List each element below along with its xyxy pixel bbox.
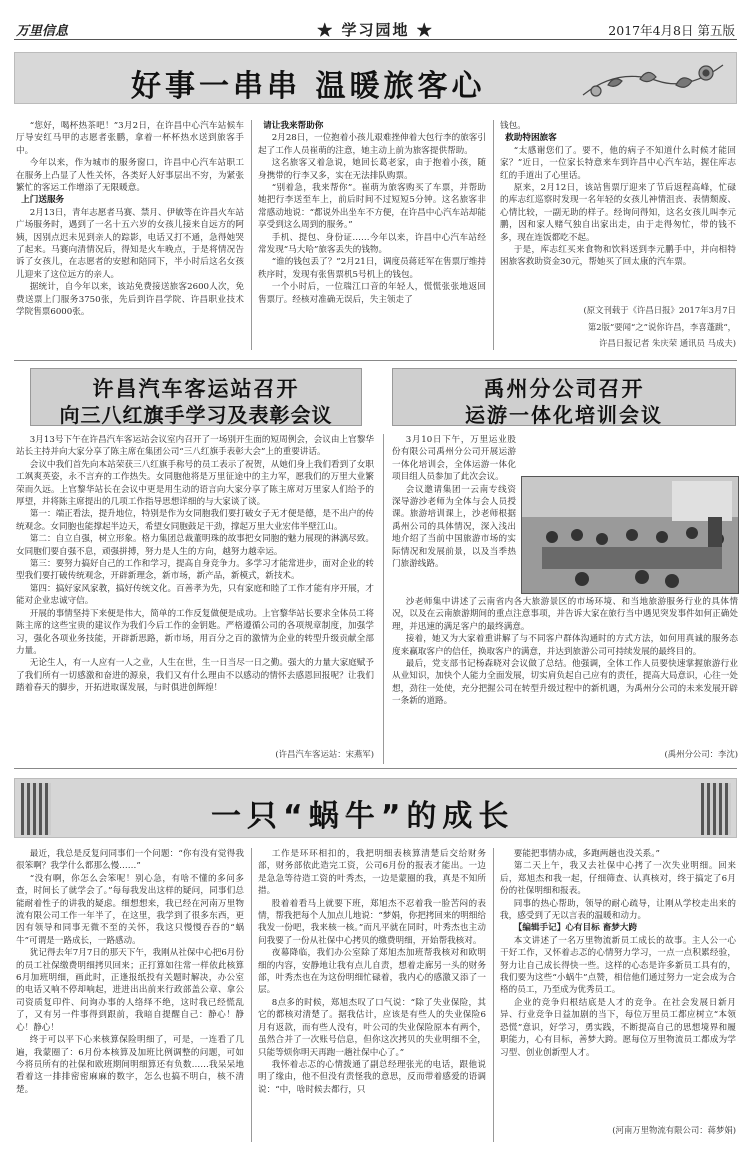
section-divider <box>14 768 737 769</box>
paragraph: 一个小时后，一位瑞江口音的年轻人，慌慌张张地返回售票厅。经核对准确无误后，失主领走了 <box>258 282 486 305</box>
section-divider <box>14 360 737 361</box>
paragraph: 本文讲述了一名万里物流新员工成长的故事。主人公一心干好工作，又怀着忐忑的心情努力学习，一点一点积累经验，努力让自己成长得快一些。这样的心态是许多新员工具有的，我们要为这些“小蜗牛”点赞，相信他们通过努力一定会成为合格的员工，乃至成为优秀员工。 <box>500 935 736 996</box>
article3-credit: (禹州分公司：李沈) <box>664 749 738 759</box>
editor-note-heading: 【编辑手记】心有目标 畜梦大跨 <box>513 923 638 934</box>
paragraph: 沙老师集中讲述了云南省内各大旅游景区的市场环境、和当地旅游服务行业的具体情况，以及在云南旅游期间的重点注意事项，并告诉大家在旅行当中遇见突发事件如何正确处理，并迅速的满足客户的最终满意。 <box>392 597 738 632</box>
paragraph: 第二：自立自强，树立形象。格力集团总裁董明珠的故事把女同胞的魅力展现的淋漓尽致。女同胞们要自强不息，顽强拼搏，努力是人生的方向，越努力越幸运。 <box>16 534 374 557</box>
paragraph: 同事的热心帮助，领导的耐心疏导，让刚从学校走出来的我，感受到了无以言表的温暖和动力。 <box>500 898 736 922</box>
credit-line: 第2版”要闻“之”说你许昌，李喜蓬跳“， <box>587 321 736 332</box>
paragraph: 这名旅客又着急说，她回长葛老家，由于抱着小孩，随身携带的行李又多，实在无法排队购票。 <box>258 158 486 181</box>
paragraph: 8点多的时候，郑旭杰叹了口气说：“除了失业保险，其它的都核对清楚了。据我估计，应该是有些人的失业保险6月有返款，而有些人没有，叶公司的失业保险原本有两个，虽然合并了一次账号信息，但你这次拷贝的失业明细不全，只能等烦你明天再跑一趟社保中心了。” <box>258 997 486 1058</box>
subheading: 请让我来帮助你 <box>263 121 324 131</box>
paragraph: 2月13日，青年志愿者马赛、禁月、伊敏等在许昌火车站广场服务时，遇到了一名十五六岁的女孩儿接来自远方的阿姨，因别点迟未见到亲人的踪影，电话又打不通，急得她哭了起来。马赛向清情况后，得知是火车晚点，于是将情况告诉了女孩儿，在志愿者的安慰和陪同下，半小时后这名女孩儿迎来了这位远方的亲人。 <box>16 207 244 280</box>
article1-col3 <box>500 120 736 304</box>
paragraph: 犹记得去年7月7日的那天下午，我刚从社保中心把6月份的员工社保缴费明细拷贝回来；正打算如往常一样依此核算6月加班明细，画此时，正逢报纸投有关题时解决，办公室的电话又响不停却响起，进进出出前来行政部盖公章、拿公司资质复印件、问询办事的人络绎不绝，这时我已经慌乱了，又有另一件事得到跟前，我暗自提醒自己：静心！静心！静心！ <box>16 948 244 1033</box>
article2-credit: (许昌汽车客运站：宋燕军) <box>275 749 374 759</box>
paragraph: “别着急，我来帮你”。崔萌为旅客购买了车票，并帮助她把行李送至车上，前后时间不过短短5分钟。这名旅客非常感动地说：“都说外出坐车不方便，在许昌中心汽车站却能享受到这么周到的服务。” <box>258 183 486 231</box>
paragraph: 今年以来，作为城市的服务窗口，许昌中心汽车站职工在服务上凸显了人性关怀，各类好人好事层出不穷，为紧张繁忙的客运工作增添了无限暖意。 <box>16 158 244 194</box>
article2-title-box <box>30 368 362 426</box>
article2-title-line2: 向三八红旗手学习及表彰会议 <box>59 403 333 426</box>
column-divider <box>383 434 384 764</box>
training-meeting-photo <box>521 476 739 594</box>
paragraph: “没有啊，你怎么会笨呢！别心急，有啥不懂的多问多查，时间长了就学会了。”每每我发出这样的疑问，同事们总能耐着性子的讲我的疑虑。细想想来，我已经在河南万里物流有限公司工作一年半了，在这里，我学到了很多东西，更因有领导和同事无微不至的关怀，我这只慢慢吞吞的“蜗牛”可谓是一路成长，一路感动。 <box>16 873 244 946</box>
article2-body <box>16 434 374 746</box>
paragraph: 要能把事情办成，多跑两趟也没关系。” <box>513 849 660 859</box>
paragraph: 第一：端正看法，提升地位，特别是作为女同胞我们要打破女子无才便是德，是不出户的传统观念。女同胞也能撑起半边天，希望女同胞鼓足干劲，撑起万里大业宏伟半壁江山。 <box>16 509 374 532</box>
paragraph: 3月10日下午，万里运业股份有限公司禹州分公司开展运游一体化培训会，全体运游一体化项目组人员参加了此次会议。 <box>392 435 516 483</box>
article3-body <box>392 596 738 746</box>
paragraph: 接着，她又为大家着重讲解了与不同客户群体沟通时的方式方法，如何用真诚的服务态度来赢取客户的信任，换取客户的满意，并达到旅游公司可持续发展的最终目的。 <box>392 634 738 657</box>
stripe-ornament <box>701 783 731 835</box>
meeting-scene-icon <box>522 477 739 594</box>
article1-banner <box>14 52 737 104</box>
article4-title: 一只“蜗牛”的成长 <box>211 799 515 834</box>
issue-date: 2017年4月8日 第五版 <box>608 23 735 38</box>
paragraph: 3月13号下午在许昌汽车客运站会议室内召开了一场别开生面的短周例会，会议由上官黎华站长主持并向大家分享了陈主席在集团公司“三八红旗手表彰大会”上的重要讲话。 <box>16 435 374 458</box>
article1-title: 好事一串串 温暖旅客心 <box>131 69 486 104</box>
paragraph: “谁的钱包丢了？”2月21日，调度员蒋廷军在售票厅维持秩序时，发现有张售票机5号机上的钱包。 <box>258 257 486 280</box>
paragraph: 无论生人，有一人应有一人之业，人生在世，生一日当尽一日之勤。强大的力量大家庭赋予了我们所有一切感激和奋进的源泉，我们又有什么理由不以感动的情怀去感恩回报呢？让我们踏着春天的脚步，开拓进取谋发展，与时俱进创辉煌！ <box>16 658 374 694</box>
paragraph: 2月28日，一位抱着小孩儿艰难挫伸着大包行李的旅客引起了工作人员崔萌的注意，她主动上前为旅客提供帮助。 <box>258 133 486 156</box>
paragraph: 我怀着忐忑的心情拨通了副总经理张光的电话，跟他说明了缘由，他不但没有责怪我的意思，反而带着感爱的语调说：“中，啥时候去都行，只 <box>258 1059 486 1095</box>
paragraph: “您好，喝杯热茶吧！”3月2日，在许昌中心汽车站候车厅导安红马甲的志愿者张鹏，拿着一杯杯热水送到旅客手中。 <box>16 121 244 156</box>
article2-title-line1: 许昌汽车客运站召开 <box>92 377 300 401</box>
article3-title-line2: 运游一体化培训会议 <box>465 403 663 426</box>
article3-wrap-text <box>392 434 516 598</box>
paragraph: 最近，我总是反复问同事们一个问题：“你有没有觉得我很笨啊？我学什么都那么慢……” <box>16 849 244 872</box>
paragraph: 第四：搞好家风家教，搞好传统文化。百善孝为先，只有家庭和睦了工作才能有序开展，才能对企业忠诚守信。 <box>16 583 374 607</box>
paragraph: 股着着看马上就要下班，郑旭杰不忍着我一脸苦闷的表情，帮我把每个人加点儿地说：“梦娟，你把拷回来的明细给我发一份吧，我来核一核。”而凡平就在同时，叶秀杰也主动问我要了一份从社保中心拷贝的缴费明细，开始帮我核对。 <box>258 898 486 946</box>
column-divider <box>251 120 252 350</box>
article1-credit <box>500 302 736 354</box>
paragraph: 会议邀请集团一云南专线资深导游沙老师为全体与会人员授课。旅游培训课上，沙老师根据禹州公司的具体情况，深入浅出地介绍了当前中国旅游市场的实际情况和发展前景，以及当季热门旅游线路。 <box>392 484 516 570</box>
article4-col3 <box>500 848 736 1112</box>
column-divider <box>493 120 494 350</box>
credit-line: 许昌日报记者 朱庆荣 通讯员 马成夫) <box>599 338 736 348</box>
article1-col2 <box>258 120 486 348</box>
paragraph: “太感谢您们了。要不，他的病子不知道什么时候才能回家？”近日，一位家长特意来车到许昌中心汽车站，握住库志红的手道出了心里话。 <box>500 145 736 181</box>
subheading: 救助特困旅客 <box>505 133 557 144</box>
article3-title-box <box>392 368 736 426</box>
page-header <box>14 18 737 40</box>
paragraph: 第三：要努力搞好自己的工作和学习，提高自身竞争力。多学习才能常进步，面对企业的转型我们要打破传统观念，开辟新理念，新市场，新产品，新模式，新技术。 <box>16 559 374 582</box>
article1-col1 <box>16 120 244 348</box>
paragraph: 会议中我们首先向本站荣获三八红旗手称号的员工表示了祝贺，从她们身上我们看到了女职工飒爽英姿，永不言弃的工作热失。女同胞他将是万里征途中的主力军，愿我们的万里大业繁荣而久远。上官黎华站长在会议中更是用生动的语言向大家分享了陈主席对万里家人们给予的厚望，并将陈主席提出的几项工作指导思想详细的与大家谈了谈。 <box>16 459 374 508</box>
paragraph: 企业的竞争归根结底是人才的竞争。在社会发展日新月异、行业竞争日益加剧的当下，每位万里员工都应树立“本领恐慌”意识，好学习，勇实践，不断提高自己的思想境界和履职能力，心有目标，善梦大跨。愿每位万里物流员工都成为学习型、创业创新型人才。 <box>500 997 736 1058</box>
paragraph: 终于可以平下心来核算保险明细了，可是，一连看了几遍，我蒙圈了：6月份本核算及加班比例调整的问题，可如今将员所有的社保和欧班期间明细算还有负数……我呆呆地看着这一排排密密麻麻的数字，怎么也搞不明白，核不清楚。 <box>16 1035 244 1095</box>
article3-title-line1: 禹州分公司召开 <box>483 377 645 401</box>
paragraph: 第二天上午，我又去社保中心拷了一次失业明细。回来后，郑旭杰和我一起，仔细筛查、认真核对，终于搞定了6月份的社保明细和报表。 <box>500 861 736 897</box>
article4-banner <box>14 778 737 838</box>
column-divider <box>251 848 252 1142</box>
paragraph: 手机、提包、身份证……今年以来，许昌中心汽车站经常发现“马大哈”旅客丢失的钱物。 <box>258 232 486 256</box>
article4-credit: (河南万里物流有限公司：蒋梦娟) <box>612 1125 736 1135</box>
column-divider <box>493 848 494 1142</box>
paragraph: 最后，党支部书记杨森晓对会议做了总结。他强调，全体工作人员要快速掌握旅游行业从业知识，加快个人能力全面发展，切实肩负起自己应有的责任，提高大局意识，心往一处想，劲往一处使，充分把握公司在转型升级过程中的新机遇，为禹州分公司的未来发展开辟一条新的道路。 <box>392 659 738 707</box>
paragraph: 据统计，自今年以来，该站免费接送旅客2600人次，免费送票上门服务3750张，先后到许昌学院、许昌职业技术学院售票6000张。 <box>16 282 244 318</box>
paragraph: 夜幕降临，我们办公室除了郑旭杰加班帮我核对和欧明细的内容，安静地让我有点儿自责，想着走廊另一头的财务部，叶秀杰也在为这份明细忙碌着，我内心的感激又添了一层。 <box>258 948 486 996</box>
subheading: 上门送服务 <box>21 195 65 206</box>
flower-ornament-icon <box>578 57 728 101</box>
credit-line: (原文刊载于《许昌日报》2017年3月7日 <box>583 305 736 315</box>
paper-name: 万里信息 <box>16 24 69 39</box>
article4-col1 <box>16 848 244 1140</box>
paragraph: 原来，2月12日，该站售票厅迎来了节后返程高峰，忙碌的库志红巡察时发现一名年轻的女孩儿神情沮丧、表情颓废、心情比较，一副无助的样子。经询问得知，这名女孩儿叫李元鹏，因和家人赌气独自出家出走，由于走得匆忙，带的钱不多，现在连饭都吃不起。 <box>500 183 736 243</box>
article4-col2 <box>258 848 486 1140</box>
paragraph: 工作是环环相扣的，我把明细表核算清楚后交给财务部，财务部依此造完工资，公司6月份的报表才能出。一边是急急等待造工资的叶秀杰，一边是蒙圈的我，真是不知所措。 <box>258 849 486 897</box>
stripe-ornament <box>21 783 51 835</box>
paragraph: 钱包。 <box>500 121 526 131</box>
section-title: ★ 学习园地 ★ <box>317 21 434 39</box>
paragraph: 于是，库志红买来食物和饮料送到李元鹏手中，并向相特困旅客救助资金30元，帮她买了回太康的汽车票。 <box>500 245 736 268</box>
paragraph: 开展的事情坚持下来便是伟大，简单的工作反复做便是成功。上官黎华站长要求全体员工将陈主席的这些宝贵的建议作为我们今后工作的金钥匙。严格遵循公司的各项规章制度，加强学习，强化各项业务技能，开辟新思路，新市场，用百分之百的激情为企业的转型升级贡献全部力量。 <box>16 608 374 656</box>
